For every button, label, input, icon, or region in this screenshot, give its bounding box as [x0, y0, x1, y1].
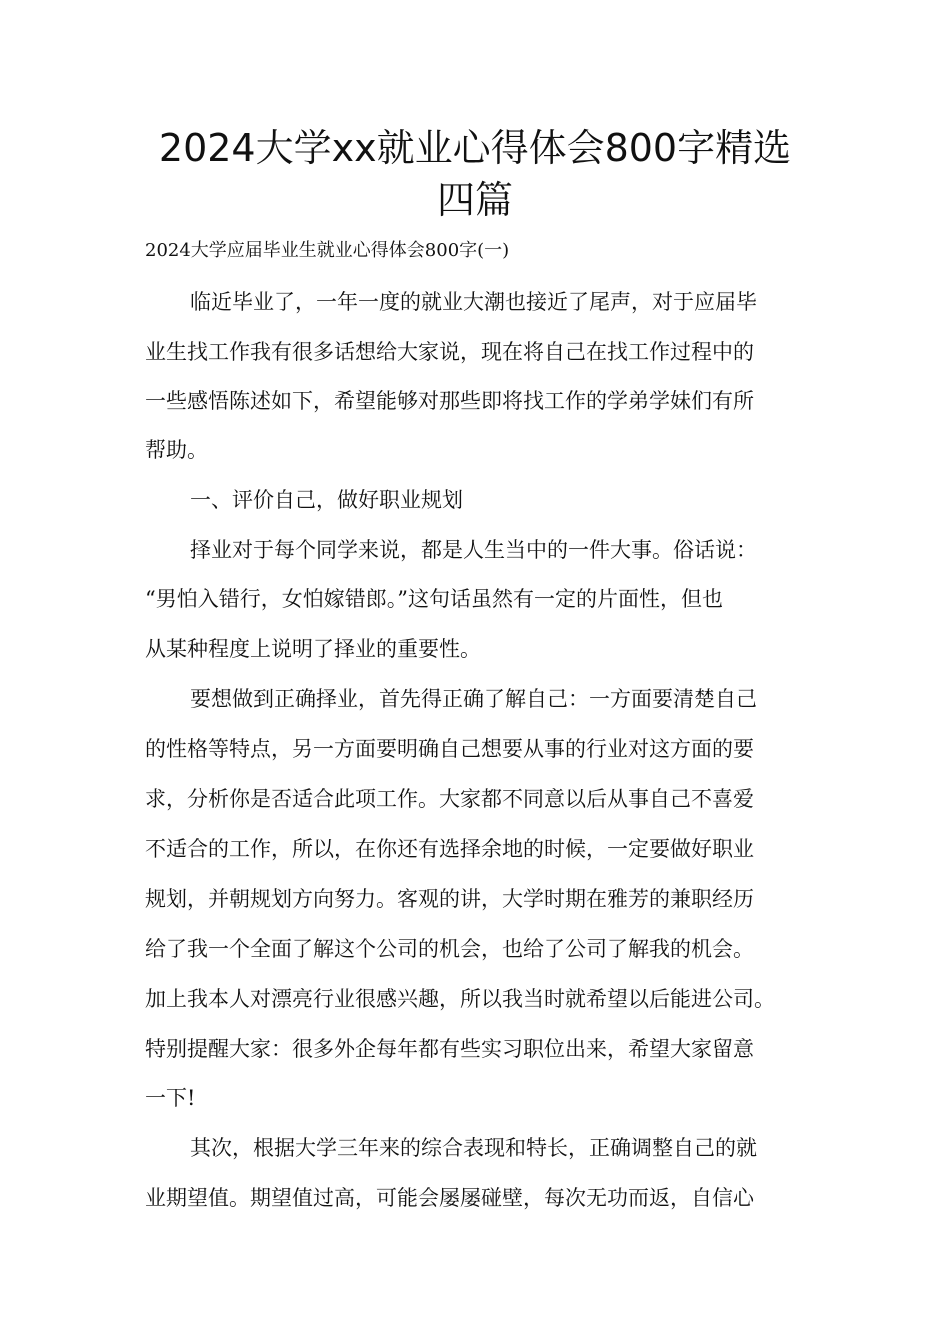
paragraph-line: “男怕入错行，女怕嫁错郎。”这句话虽然有一定的片面性，但也	[145, 587, 723, 611]
paragraph-line: 业期望值。期望值过高，可能会屡屡碰壁，每次无功而返，自信心	[145, 1186, 754, 1210]
paragraph-line: 不适合的工作，所以，在你还有选择余地的时候，一定要做好职业	[145, 837, 754, 861]
title-line-2: 四篇	[436, 178, 513, 222]
section-subtitle: 2024大学应届毕业生就业心得体会800字(一)	[145, 240, 510, 261]
paragraph-line: 要想做到正确择业，首先得正确了解自己：一方面要清楚自己	[190, 687, 757, 711]
paragraph-line: 特别提醒大家：很多外企每年都有些实习职位出来，希望大家留意	[145, 1037, 754, 1061]
title-line-1: 2024大学xx就业心得体会800字精选	[158, 126, 792, 170]
paragraph-line: 的性格等特点，另一方面要明确自己想要从事的行业对这方面的要	[145, 737, 754, 761]
paragraph-line: 给了我一个全面了解这个公司的机会，也给了公司了解我的机会。	[145, 937, 754, 961]
paragraph-line: 一下!	[145, 1086, 196, 1110]
paragraph-line: 规划，并朝规划方向努力。客观的讲，大学时期在雅芳的兼职经历	[145, 887, 754, 911]
paragraph-line: 择业对于每个同学来说，都是人生当中的一件大事。俗话说：	[190, 538, 757, 562]
paragraph-line: 从某种程度上说明了择业的重要性。	[145, 637, 481, 661]
paragraph-line: 一些感悟陈述如下，希望能够对那些即将找工作的学弟学妹们有所	[145, 389, 754, 413]
paragraph-line: 临近毕业了，一年一度的就业大潮也接近了尾声，对于应届毕	[190, 290, 757, 314]
paragraph-line: 业生找工作我有很多话想给大家说，现在将自己在找工作过程中的	[145, 340, 754, 364]
section-heading: 一、评价自己，做好职业规划	[190, 488, 463, 512]
paragraph-line: 求，分析你是否适合此项工作。大家都不同意以后从事自己不喜爱	[145, 787, 754, 811]
paragraph-line: 其次，根据大学三年来的综合表现和特长，正确调整自己的就	[190, 1136, 757, 1160]
document-title	[120, 122, 830, 226]
paragraph-line: 加上我本人对漂亮行业很感兴趣，所以我当时就希望以后能进公司。	[145, 987, 775, 1011]
paragraph-line: 帮助。	[145, 438, 208, 462]
